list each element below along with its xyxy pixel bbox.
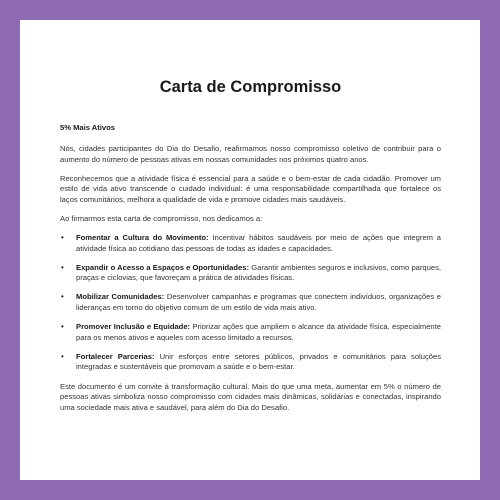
commitment-text: Priorizar ações que ampliem o alcance da atividade física, especialmente para os menos ativos e aqueles com acesso limitado a recursos. xyxy=(76,322,441,342)
document-title: Carta de Compromisso xyxy=(159,78,342,96)
letter-page xyxy=(20,20,480,480)
commitment-text: Garantir ambientes seguros e inclusivos, como parques, praças e ciclovias, que favoreçam a prática de atividades físicas. xyxy=(76,262,441,283)
commitment-item xyxy=(60,322,441,343)
intro-paragraph: Nós, cidades participantes do Dia do Desafio, reafirmamos nosso compromisso coletivo de contribuir para o aumento do número de pessoas ativas em nossas comunidades nos próximos quatro anos. xyxy=(60,144,441,164)
commitment-title: Fortalecer Parcerias: xyxy=(76,351,155,361)
bullet-icon: • xyxy=(61,292,64,302)
bullet-icon: • xyxy=(61,262,64,272)
commitments-list xyxy=(60,233,441,373)
commitment-text: Desenvolver campanhas e programas que conectem indivíduos, organizações e lideranças em torno do objetivo comum de um estilo de vida mais ativo. xyxy=(76,292,442,313)
closing-paragraph: Este documento é um convite à transformação cultural. Mais do que uma meta, aumentar em 5% o número de pessoas ativas simboliza nosso compromisso com cidades mais dinâmicas, solidárias e conectadas, inspirando uma sociedade mais ativa e saudável, para além do Dia do Desafio. xyxy=(60,381,441,412)
commitment-item xyxy=(60,292,441,313)
commitment-text: Unir esforços entre setores públicos, privados e comunitários para soluções integradas e sustentáveis que promovam a saúde e o bem-estar. xyxy=(76,351,442,372)
recognition-paragraph: Reconhecemos que a atividade física é essencial para a saúde e o bem-estar de cada cidadão. Promover um estilo de vida ativo transcende o cuidado individual: é uma responsabilidade compartilhada que fortalece os laços comunitários, melhora a qualidade de vida e promove cidades mais saudáveis. xyxy=(60,173,441,204)
commitment-item xyxy=(60,352,441,373)
bullet-icon: • xyxy=(61,233,64,243)
document-subtitle: 5% Mais Ativos xyxy=(60,123,116,132)
commitment-title: Fomentar a Cultura do Movimento: xyxy=(76,233,209,243)
bullet-icon: • xyxy=(61,351,64,361)
bullet-icon: • xyxy=(61,322,64,332)
commitment-item xyxy=(60,263,441,284)
commitment-text: Incentivar hábitos saudáveis por meio de ações que integrem a atividade física ao cotidiano das pessoas de todas as idades e capacidades. xyxy=(76,233,441,253)
commitment-title: Mobilizar Comunidades: xyxy=(76,292,165,302)
lead-in-paragraph: Ao firmarmos esta carta de compromisso, nos dedicamos a: xyxy=(60,213,263,223)
commitment-title: Expandir o Acesso a Espaços e Oportunidades: xyxy=(76,262,250,272)
commitment-item xyxy=(60,233,441,254)
commitment-title: Promover Inclusão e Equidade: xyxy=(76,322,191,332)
